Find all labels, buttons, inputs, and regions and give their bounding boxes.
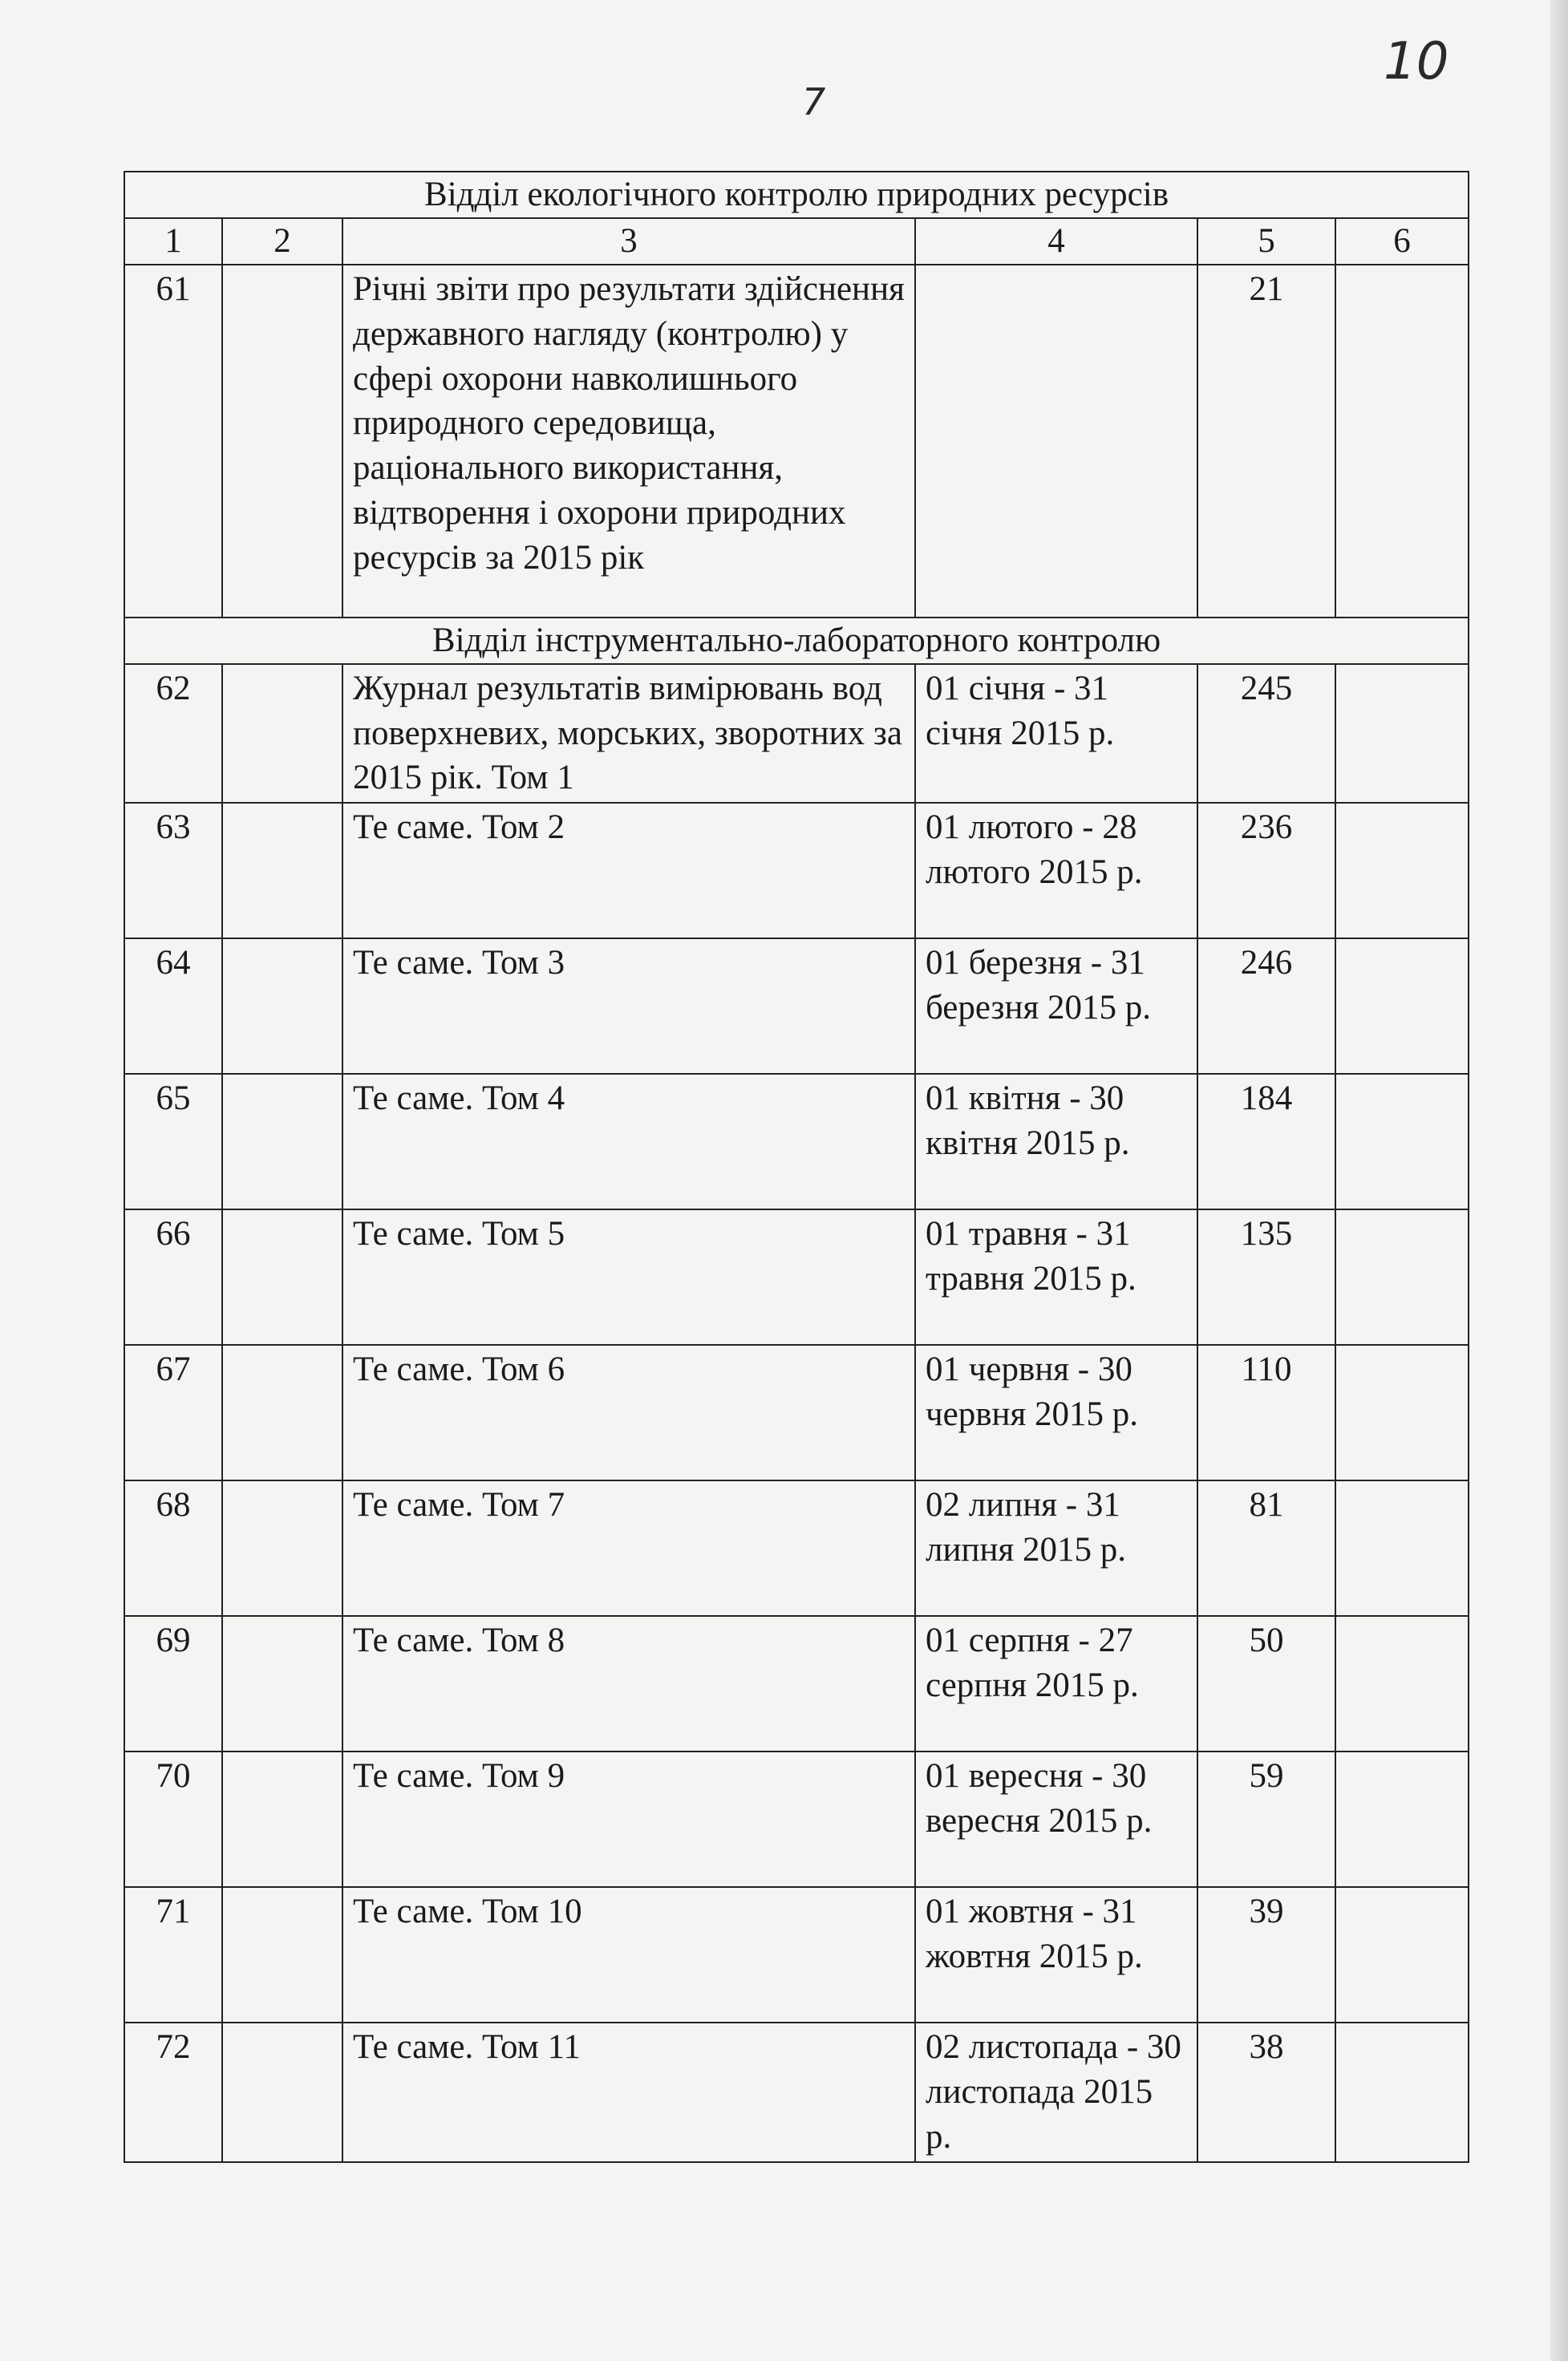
item-dates: 01 вересня - 30 вересня 2015 р. [915,1752,1197,1887]
item-number: 66 [124,1209,222,1345]
column-number: 4 [915,218,1197,265]
item-number: 72 [124,2023,222,2162]
column-number: 5 [1197,218,1335,265]
item-index [222,938,342,1074]
column-number: 3 [342,218,915,265]
item-title: Те саме. Том 2 [342,803,915,938]
table-row [124,1209,1469,1345]
section-header-row [124,172,1469,218]
table-row [124,1480,1469,1616]
item-number: 71 [124,1887,222,2023]
item-index [222,1887,342,2023]
item-note [1335,1752,1469,1887]
item-number: 65 [124,1074,222,1209]
item-note [1335,664,1469,804]
table-row [124,1345,1469,1480]
item-title: Журнал результатів вимірювань вод поверхневих, морських, зворотних за 2015 рік. Том 1 [342,664,915,804]
item-index [222,664,342,804]
item-sheet-count: 39 [1197,1887,1335,2023]
item-number: 70 [124,1752,222,1887]
handwritten-page-number: 7 [802,80,826,124]
table-row [124,803,1469,938]
item-number: 67 [124,1345,222,1480]
item-title: Те саме. Том 5 [342,1209,915,1345]
item-dates: 01 червня - 30 червня 2015 р. [915,1345,1197,1480]
item-dates: 02 липня - 31 липня 2015 р. [915,1480,1197,1616]
item-number: 68 [124,1480,222,1616]
item-sheet-count: 81 [1197,1480,1335,1616]
item-title: Те саме. Том 4 [342,1074,915,1209]
column-number-row [124,218,1469,265]
item-index [222,803,342,938]
item-index [222,2023,342,2162]
item-dates: 01 січня - 31 січня 2015 р. [915,664,1197,804]
item-sheet-count: 110 [1197,1345,1335,1480]
item-sheet-count: 236 [1197,803,1335,938]
item-index [222,1209,342,1345]
item-dates: 02 листопада - 30 листопада 2015 р. [915,2023,1197,2162]
item-title: Те саме. Том 7 [342,1480,915,1616]
item-number: 63 [124,803,222,938]
item-dates: 01 квітня - 30 квітня 2015 р. [915,1074,1197,1209]
item-sheet-count: 21 [1197,265,1335,618]
table-row [124,2023,1469,2162]
item-number: 69 [124,1616,222,1752]
item-index [222,1616,342,1752]
handwritten-sheet-number: 10 [1384,32,1449,91]
item-title: Те саме. Том 8 [342,1616,915,1752]
section-title: Відділ екологічного контролю природних ресурсів [124,172,1469,218]
section-title: Відділ інструментально-лабораторного контролю [124,618,1469,664]
item-note [1335,1616,1469,1752]
item-note [1335,938,1469,1074]
item-note [1335,2023,1469,2162]
table-row [124,1752,1469,1887]
item-sheet-count: 184 [1197,1074,1335,1209]
item-note [1335,1209,1469,1345]
item-sheet-count: 246 [1197,938,1335,1074]
item-index [222,1074,342,1209]
item-index [222,265,342,618]
item-title: Те саме. Том 9 [342,1752,915,1887]
item-dates [915,265,1197,618]
item-title: Те саме. Том 11 [342,2023,915,2162]
inventory-table-body [124,172,1469,2162]
inventory-table [124,171,1469,2163]
item-sheet-count: 59 [1197,1752,1335,1887]
item-note [1335,1074,1469,1209]
table-row [124,1616,1469,1752]
table-row [124,664,1469,804]
item-dates: 01 березня - 31 березня 2015 р. [915,938,1197,1074]
item-dates: 01 лютого - 28 лютого 2015 р. [915,803,1197,938]
item-sheet-count: 245 [1197,664,1335,804]
item-note [1335,803,1469,938]
section-header-row [124,618,1469,664]
item-dates: 01 серпня - 27 серпня 2015 р. [915,1616,1197,1752]
item-note [1335,1887,1469,2023]
item-title: Те саме. Том 10 [342,1887,915,2023]
item-note [1335,1345,1469,1480]
item-note [1335,1480,1469,1616]
item-number: 64 [124,938,222,1074]
item-index [222,1752,342,1887]
table-row [124,1887,1469,2023]
item-dates: 01 травня - 31 травня 2015 р. [915,1209,1197,1345]
table-row [124,265,1469,618]
item-index [222,1345,342,1480]
item-title: Те саме. Том 3 [342,938,915,1074]
column-number: 2 [222,218,342,265]
item-number: 61 [124,265,222,618]
item-note [1335,265,1469,618]
item-title: Річні звіти про результати здійснення державного нагляду (контролю) у сфері охорони навколишнього природного середовища, раціонального використання, відтворення і охорони природних ресурсів за 2015 рік [342,265,915,618]
item-number: 62 [124,664,222,804]
table-row [124,938,1469,1074]
column-number: 1 [124,218,222,265]
item-index [222,1480,342,1616]
item-title: Те саме. Том 6 [342,1345,915,1480]
page-edge-shadow [1550,0,1568,2361]
item-sheet-count: 135 [1197,1209,1335,1345]
item-sheet-count: 50 [1197,1616,1335,1752]
column-number: 6 [1335,218,1469,265]
item-sheet-count: 38 [1197,2023,1335,2162]
item-dates: 01 жовтня - 31 жовтня 2015 р. [915,1887,1197,2023]
table-row [124,1074,1469,1209]
